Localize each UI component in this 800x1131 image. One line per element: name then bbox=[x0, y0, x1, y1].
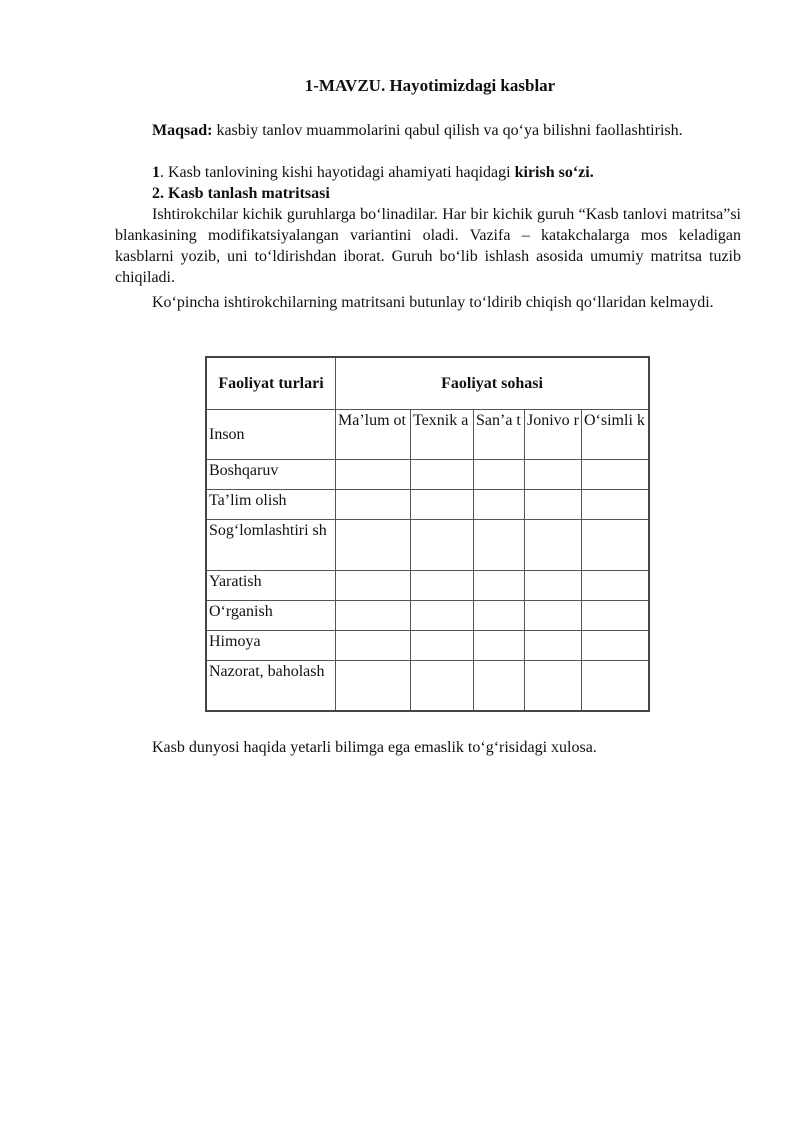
goal-paragraph bbox=[115, 120, 741, 141]
matrix-cell[interactable] bbox=[474, 600, 525, 630]
column-header: O‘simli k bbox=[582, 409, 650, 459]
matrix-cell[interactable] bbox=[474, 489, 525, 519]
page-title: 1-MAVZU. Hayotimizdagi kasblar bbox=[304, 76, 556, 95]
column-header: San’a t bbox=[474, 409, 525, 459]
goal-text: kasbiy tanlov muammolarini qabul qilish va qo‘ya bilishni faollashtirish. bbox=[212, 122, 683, 139]
matrix-cell[interactable] bbox=[474, 459, 525, 489]
matrix-cell[interactable] bbox=[336, 630, 411, 660]
paragraph-2: Ko‘pincha ishtirokchilarning matritsani butunlay to‘ldirib chiqish qo‘llaridan kelmaydi. bbox=[152, 294, 714, 311]
career-choice-matrix bbox=[205, 356, 650, 712]
matrix-cell[interactable] bbox=[336, 489, 411, 519]
matrix-cell[interactable] bbox=[582, 519, 650, 570]
item-1 bbox=[115, 162, 741, 183]
matrix-cell[interactable] bbox=[474, 519, 525, 570]
header-activity-types: Faoliyat turlari bbox=[206, 357, 336, 409]
matrix-subheader-row bbox=[206, 409, 649, 459]
header-activity-field: Faoliyat sohasi bbox=[336, 357, 650, 409]
table-row bbox=[206, 570, 649, 600]
matrix-header-row bbox=[206, 357, 649, 409]
matrix-cell[interactable] bbox=[582, 600, 650, 630]
goal-label: Maqsad: bbox=[152, 122, 213, 139]
matrix-cell[interactable] bbox=[474, 630, 525, 660]
column-header: Ma’lum ot bbox=[336, 409, 411, 459]
matrix-cell[interactable] bbox=[336, 570, 411, 600]
matrix-cell[interactable] bbox=[525, 489, 582, 519]
column-header: Jonivo r bbox=[525, 409, 582, 459]
matrix-cell[interactable] bbox=[411, 489, 474, 519]
matrix-cell[interactable] bbox=[525, 660, 582, 711]
matrix-cell[interactable] bbox=[525, 600, 582, 630]
table-row bbox=[206, 600, 649, 630]
item-1-end: . bbox=[589, 164, 594, 181]
matrix-cell[interactable] bbox=[474, 660, 525, 711]
table-row bbox=[206, 660, 649, 711]
matrix-cell[interactable] bbox=[582, 660, 650, 711]
matrix-cell[interactable] bbox=[525, 459, 582, 489]
matrix-cell[interactable] bbox=[336, 519, 411, 570]
matrix-cell[interactable] bbox=[582, 489, 650, 519]
table-row bbox=[206, 630, 649, 660]
subheader-inson: Inson bbox=[206, 409, 336, 459]
matrix-cell[interactable] bbox=[411, 660, 474, 711]
matrix-cell[interactable] bbox=[474, 570, 525, 600]
matrix-cell[interactable] bbox=[411, 570, 474, 600]
matrix-cell[interactable] bbox=[582, 570, 650, 600]
matrix-cell[interactable] bbox=[582, 630, 650, 660]
matrix-cell[interactable] bbox=[525, 570, 582, 600]
matrix-cell[interactable] bbox=[336, 600, 411, 630]
row-label: Nazorat, baholash bbox=[206, 660, 336, 711]
matrix-cell[interactable] bbox=[411, 600, 474, 630]
row-label: Sog‘lomlashtiri sh bbox=[206, 519, 336, 570]
matrix-cell[interactable] bbox=[582, 459, 650, 489]
matrix-cell[interactable] bbox=[336, 459, 411, 489]
row-label: Himoya bbox=[206, 630, 336, 660]
item-2-heading-text: 2. Kasb tanlash matritsasi bbox=[152, 185, 330, 202]
item-2-heading bbox=[115, 183, 741, 204]
item-1-number: 1 bbox=[152, 164, 160, 181]
matrix-cell[interactable] bbox=[525, 519, 582, 570]
table-row bbox=[206, 459, 649, 489]
matrix-cell[interactable] bbox=[336, 660, 411, 711]
column-header: Texnik a bbox=[411, 409, 474, 459]
row-label: Ta’lim olish bbox=[206, 489, 336, 519]
table-row bbox=[206, 489, 649, 519]
table-row bbox=[206, 519, 649, 570]
matrix-cell[interactable] bbox=[411, 459, 474, 489]
row-label: Yaratish bbox=[206, 570, 336, 600]
matrix-cell[interactable] bbox=[411, 519, 474, 570]
matrix-cell[interactable] bbox=[411, 630, 474, 660]
matrix-cell[interactable] bbox=[525, 630, 582, 660]
paragraph-1: Ishtirokchilar kichik guruhlarga bo‘linadilar. Har bir kichik guruh “Kasb tanlovi matritsa”si blankasining modifikatsiyalangan variantini oladi. Vazifa – katakchalarga mos keladigan kasblarni yozib, uni to‘ldirishdan iborat. Guruh bo‘lib ishlash asosida umumiy matritsa tuzib chiqiladi. bbox=[115, 206, 741, 286]
row-label: O‘rganish bbox=[206, 600, 336, 630]
item-1-text: . Kasb tanlovining kishi hayotidagi ahamiyati haqidagi bbox=[160, 164, 515, 181]
conclusion-text: Kasb dunyosi haqida yetarli bilimga ega emaslik to‘g‘risidagi xulosa. bbox=[152, 739, 597, 756]
item-1-bold: kirish so‘zi bbox=[514, 164, 590, 181]
row-label: Boshqaruv bbox=[206, 459, 336, 489]
